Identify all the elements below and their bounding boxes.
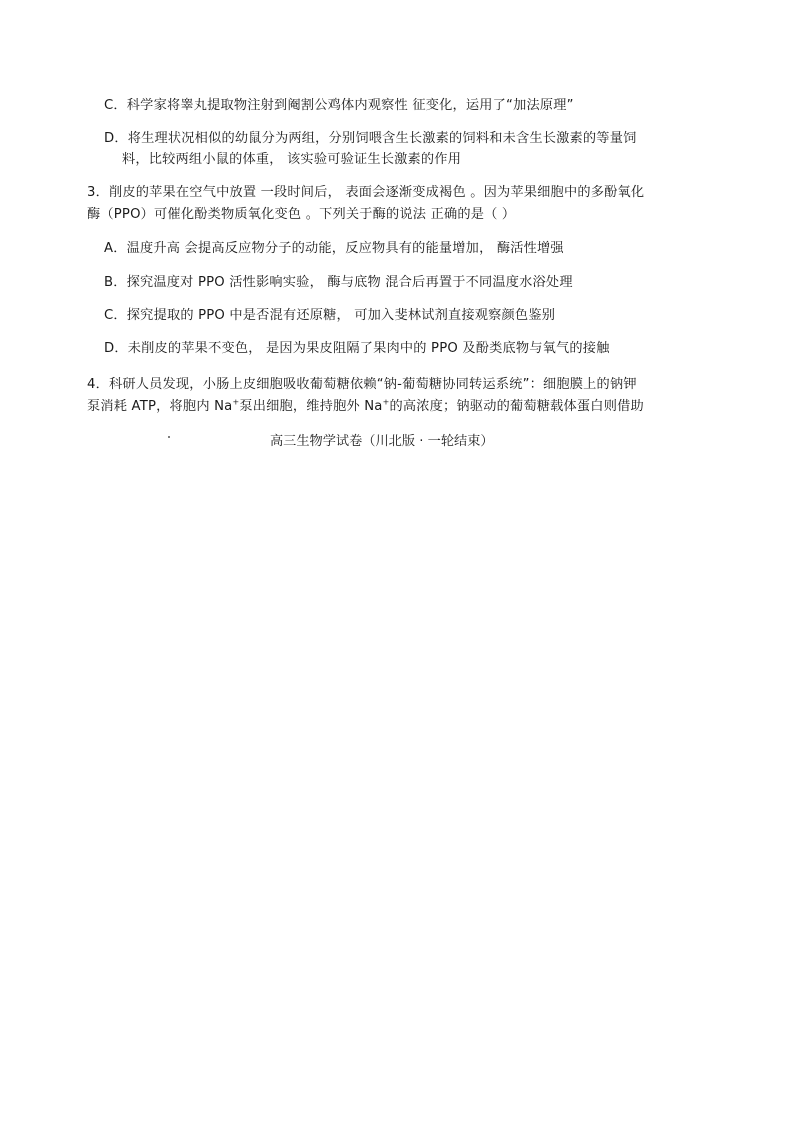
q3-option-c: C．探究提取的 PPO 中是否混有还原糖， 可加入斐林试剂直接观察颜色鉴别 xyxy=(104,308,556,323)
q2-option-d-line2: 料，比较两组小鼠的体重， 该实验可验证生长激素的作用 xyxy=(122,152,462,167)
q3-option-d: D．未削皮的苹果不变色， 是因为果皮阻隔了果肉中的 PPO 及酚类底物与氧气的接触 xyxy=(104,341,610,356)
q4-sup2: + xyxy=(382,397,390,407)
q3-option-a: A．温度升高 会提高反应物分子的动能，反应物具有的能量增加， 酶活性增强 xyxy=(104,241,564,256)
q4-stem-line1: 4．科研人员发现，小肠上皮细胞吸收葡萄糖依赖“钠-葡萄糖协同转运系统”：细胞膜上的钠钾 xyxy=(87,377,637,392)
q2-option-d-line1: D．将生理状况相似的幼鼠分为两组，分别饲喂含生长激素的饲料和未含生长激素的等量饲 xyxy=(104,131,637,146)
q3-stem-line2: 酶（PPO）可催化酚类物质氧化变色 。下列关于酶的说法 正确的是（ ） xyxy=(87,207,516,222)
page-footer: 高三生物学试卷（川北版 · 一轮结束） xyxy=(270,434,494,449)
q3-option-b: B．探究温度对 PPO 活性影响实验， 酶与底物 混合后再置于不同温度水浴处理 xyxy=(104,275,573,290)
q4-text-part3: 的高浓度；钠驱动的葡萄糖载体蛋白则借助 xyxy=(389,399,644,414)
q4-text-part2: 泵出细胞，维持胞外 Na xyxy=(239,399,383,414)
q4-sup1: + xyxy=(232,397,240,407)
q3-stem-line1: 3．削皮的苹果在空气中放置 一段时间后， 表面会逐渐变成褐色 。因为苹果细胞中的多酚氧化 xyxy=(87,185,645,200)
footer-dot xyxy=(168,436,170,438)
q4-text-part1: 泵消耗 ATP，将胞内 Na xyxy=(87,399,233,414)
q4-stem-line2 xyxy=(87,398,644,416)
q2-option-c: C．科学家将睾丸提取物注射到阉割公鸡体内观察性 征变化，运用了“加法原理” xyxy=(104,98,574,113)
